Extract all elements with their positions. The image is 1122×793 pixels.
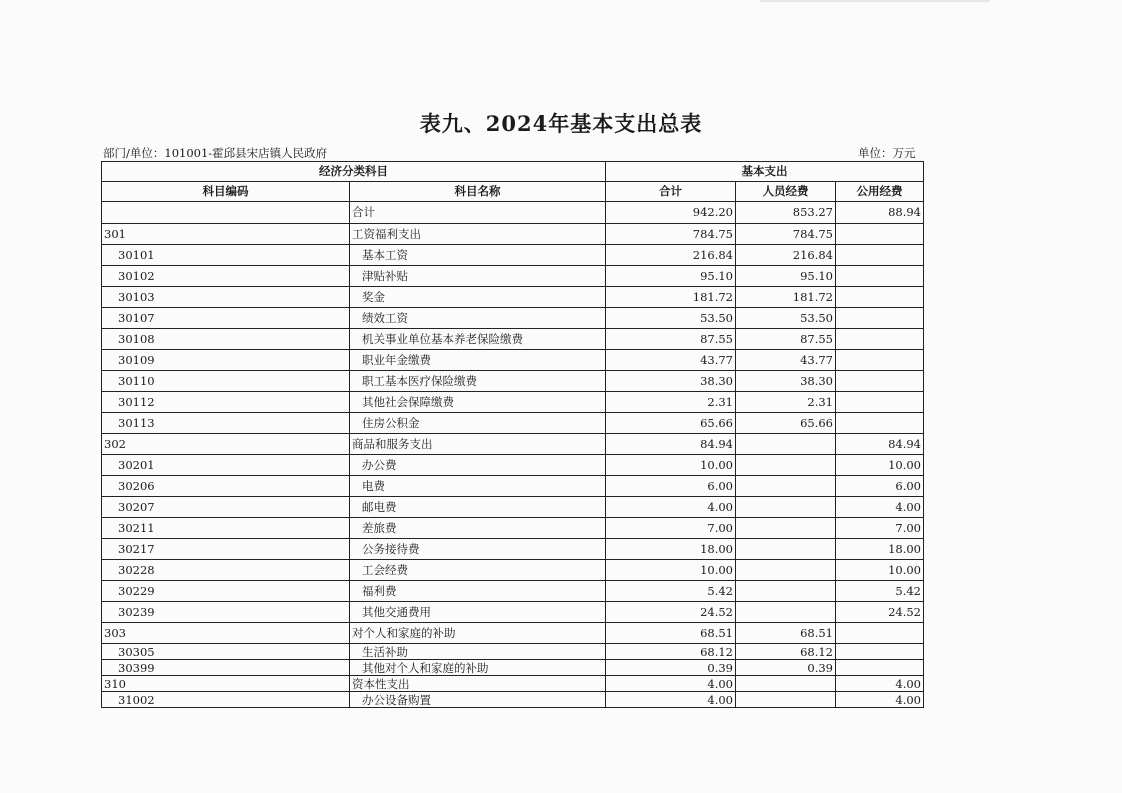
table-row [102, 202, 924, 224]
cell-total: 2.31 [606, 392, 736, 413]
cell-total: 216.84 [606, 245, 736, 266]
cell-personnel: 0.39 [736, 660, 836, 676]
cell-code: 302 [102, 434, 350, 455]
cell-name: 商品和服务支出 [350, 434, 606, 455]
cell-public: 88.94 [836, 202, 924, 224]
table-row [102, 581, 924, 602]
cell-total: 65.66 [606, 413, 736, 434]
cell-personnel [736, 539, 836, 560]
table-row [102, 329, 924, 350]
cell-public [836, 245, 924, 266]
cell-personnel: 65.66 [736, 413, 836, 434]
cell-total: 7.00 [606, 518, 736, 539]
cell-name: 住房公积金 [350, 413, 606, 434]
cell-public [836, 308, 924, 329]
cell-public [836, 392, 924, 413]
cell-name: 基本工资 [350, 245, 606, 266]
cell-personnel: 95.10 [736, 266, 836, 287]
cell-total: 68.12 [606, 644, 736, 660]
expenditure-table [101, 161, 924, 708]
cell-personnel: 68.12 [736, 644, 836, 660]
cell-total: 84.94 [606, 434, 736, 455]
cell-total: 0.39 [606, 660, 736, 676]
header-economic-category: 经济分类科目 [102, 162, 606, 182]
table-row [102, 434, 924, 455]
cell-name: 办公费 [350, 455, 606, 476]
cell-total: 24.52 [606, 602, 736, 623]
cell-personnel [736, 602, 836, 623]
cell-code: 30229 [102, 581, 350, 602]
cell-personnel [736, 692, 836, 708]
cell-name: 津贴补贴 [350, 266, 606, 287]
cell-total: 5.42 [606, 581, 736, 602]
table-row [102, 455, 924, 476]
table-row [102, 371, 924, 392]
cell-public [836, 644, 924, 660]
cell-code: 30305 [102, 644, 350, 660]
cell-personnel: 38.30 [736, 371, 836, 392]
table-body [102, 202, 924, 708]
cell-name: 其他对个人和家庭的补助 [350, 660, 606, 676]
table-row [102, 623, 924, 644]
cell-code: 30206 [102, 476, 350, 497]
cell-public [836, 371, 924, 392]
cell-total: 4.00 [606, 676, 736, 692]
header-code: 科目编码 [102, 182, 350, 202]
table-row [102, 644, 924, 660]
cell-total: 10.00 [606, 560, 736, 581]
cell-code: 301 [102, 224, 350, 245]
cell-code: 31002 [102, 692, 350, 708]
cell-total: 942.20 [606, 202, 736, 224]
cell-public: 4.00 [836, 676, 924, 692]
cell-total: 95.10 [606, 266, 736, 287]
cell-name: 办公设备购置 [350, 692, 606, 708]
cell-public: 18.00 [836, 539, 924, 560]
cell-personnel: 784.75 [736, 224, 836, 245]
cell-code: 30110 [102, 371, 350, 392]
table-row [102, 476, 924, 497]
cell-personnel: 181.72 [736, 287, 836, 308]
cell-public [836, 623, 924, 644]
cell-personnel: 68.51 [736, 623, 836, 644]
cell-code: 30201 [102, 455, 350, 476]
cell-public: 4.00 [836, 497, 924, 518]
cell-personnel: 43.77 [736, 350, 836, 371]
cell-name: 电费 [350, 476, 606, 497]
cell-personnel [736, 497, 836, 518]
cell-code: 30108 [102, 329, 350, 350]
cell-code: 30109 [102, 350, 350, 371]
cell-public [836, 413, 924, 434]
cell-code: 30211 [102, 518, 350, 539]
table-row [102, 676, 924, 692]
cell-public [836, 266, 924, 287]
cell-name: 邮电费 [350, 497, 606, 518]
table-row [102, 539, 924, 560]
table-row [102, 413, 924, 434]
table-row [102, 392, 924, 413]
cell-code: 30239 [102, 602, 350, 623]
cell-total: 10.00 [606, 455, 736, 476]
cell-code: 30207 [102, 497, 350, 518]
cell-personnel: 216.84 [736, 245, 836, 266]
cell-name: 工会经费 [350, 560, 606, 581]
header-public: 公用经费 [836, 182, 924, 202]
department-label: 部门/单位：101001-霍邱县宋店镇人民政府 [103, 146, 328, 160]
table-row [102, 602, 924, 623]
cell-name: 绩效工资 [350, 308, 606, 329]
cell-code: 30217 [102, 539, 350, 560]
cell-public [836, 224, 924, 245]
cell-personnel [736, 455, 836, 476]
cell-total: 18.00 [606, 539, 736, 560]
cell-total: 784.75 [606, 224, 736, 245]
table-row [102, 245, 924, 266]
cell-public: 7.00 [836, 518, 924, 539]
cell-name: 其他交通费用 [350, 602, 606, 623]
unit-label: 单位：万元 [858, 146, 916, 160]
cell-personnel [736, 581, 836, 602]
cell-name: 对个人和家庭的补助 [350, 623, 606, 644]
cell-personnel: 2.31 [736, 392, 836, 413]
cell-total: 6.00 [606, 476, 736, 497]
header-name: 科目名称 [350, 182, 606, 202]
table-row [102, 692, 924, 708]
cell-personnel [736, 434, 836, 455]
cell-name: 公务接待费 [350, 539, 606, 560]
cell-total: 68.51 [606, 623, 736, 644]
cell-public: 84.94 [836, 434, 924, 455]
table-row [102, 224, 924, 245]
table-row [102, 308, 924, 329]
cell-code: 30113 [102, 413, 350, 434]
cell-code [102, 202, 350, 224]
header-personnel: 人员经费 [736, 182, 836, 202]
table-row [102, 660, 924, 676]
cell-total: 38.30 [606, 371, 736, 392]
cell-code: 30107 [102, 308, 350, 329]
cell-personnel [736, 560, 836, 581]
table-row [102, 560, 924, 581]
cell-personnel [736, 518, 836, 539]
header-total: 合计 [606, 182, 736, 202]
scan-edge-mark [760, 0, 990, 2]
cell-total: 4.00 [606, 497, 736, 518]
cell-total: 4.00 [606, 692, 736, 708]
table-row [102, 350, 924, 371]
cell-public: 24.52 [836, 602, 924, 623]
cell-total: 87.55 [606, 329, 736, 350]
cell-name: 奖金 [350, 287, 606, 308]
cell-public [836, 329, 924, 350]
table-row [102, 266, 924, 287]
cell-name: 生活补助 [350, 644, 606, 660]
cell-public [836, 660, 924, 676]
cell-code: 303 [102, 623, 350, 644]
cell-public: 10.00 [836, 560, 924, 581]
cell-personnel: 853.27 [736, 202, 836, 224]
cell-name: 资本性支出 [350, 676, 606, 692]
cell-name: 差旅费 [350, 518, 606, 539]
table-row [102, 497, 924, 518]
cell-code: 30112 [102, 392, 350, 413]
cell-public: 5.42 [836, 581, 924, 602]
cell-total: 181.72 [606, 287, 736, 308]
cell-name: 机关事业单位基本养老保险缴费 [350, 329, 606, 350]
cell-personnel: 87.55 [736, 329, 836, 350]
cell-name: 合计 [350, 202, 606, 224]
cell-personnel [736, 676, 836, 692]
header-basic-expenditure: 基本支出 [606, 162, 924, 182]
cell-name: 其他社会保障缴费 [350, 392, 606, 413]
cell-code: 310 [102, 676, 350, 692]
page-title: 表九、2024年基本支出总表 [419, 111, 703, 136]
table-row [102, 518, 924, 539]
table-row [102, 287, 924, 308]
cell-total: 43.77 [606, 350, 736, 371]
cell-personnel: 53.50 [736, 308, 836, 329]
cell-public [836, 350, 924, 371]
cell-code: 30101 [102, 245, 350, 266]
cell-name: 职业年金缴费 [350, 350, 606, 371]
cell-total: 53.50 [606, 308, 736, 329]
cell-name: 福利费 [350, 581, 606, 602]
cell-public: 4.00 [836, 692, 924, 708]
cell-public [836, 287, 924, 308]
cell-name: 职工基本医疗保险缴费 [350, 371, 606, 392]
cell-code: 30102 [102, 266, 350, 287]
cell-code: 30103 [102, 287, 350, 308]
cell-code: 30228 [102, 560, 350, 581]
cell-personnel [736, 476, 836, 497]
cell-public: 10.00 [836, 455, 924, 476]
cell-code: 30399 [102, 660, 350, 676]
cell-name: 工资福利支出 [350, 224, 606, 245]
cell-public: 6.00 [836, 476, 924, 497]
